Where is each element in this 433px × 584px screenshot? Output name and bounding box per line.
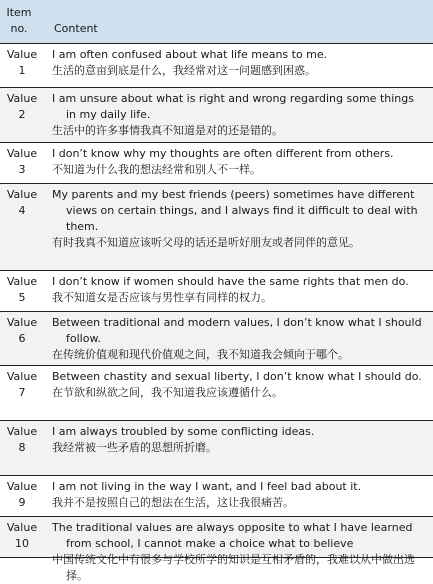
- row-number: 5: [18, 291, 26, 304]
- row-number: 7: [18, 386, 26, 399]
- row-content: [50, 366, 433, 421]
- row-number: 8: [18, 441, 26, 454]
- row-item-no: [0, 312, 50, 366]
- row-item-no: [0, 184, 50, 271]
- header-item-line2: no.: [10, 22, 28, 35]
- content-english: I am unsure about what is right and wrong regarding some things in my daily life.: [52, 92, 414, 121]
- row-item-no: [0, 88, 50, 143]
- content-chinese: 我经常被一些矛盾的思想所折磨。: [52, 441, 217, 454]
- row-label: Value: [6, 147, 38, 160]
- row-label: Value: [6, 521, 38, 534]
- content-english: My parents and my best friends (peers) sometimes have different views on certain things, and I always find it difficult to deal with them.: [52, 188, 418, 233]
- row-label: Value: [6, 370, 38, 383]
- row-item-no: [0, 44, 50, 88]
- row-item-no: [0, 517, 50, 558]
- row-number: 2: [18, 108, 26, 121]
- row-label: Value: [6, 425, 38, 438]
- row-item-no: [0, 366, 50, 421]
- content-english: I am not living in the way I want, and I feel bad about it.: [52, 480, 362, 493]
- header-item-line1: Item: [6, 6, 32, 19]
- row-content: [50, 421, 433, 476]
- row-number: 10: [15, 537, 29, 550]
- row-number: 6: [18, 332, 26, 345]
- content-chinese: 我并不是按照自己的想法在生活，这让我很痛苦。: [52, 496, 294, 509]
- content-english: Between traditional and modern values, I don’t know what I should follow.: [52, 316, 422, 345]
- content-english: I don’t know why my thoughts are often different from others.: [52, 147, 394, 160]
- row-item-no: [0, 143, 50, 184]
- content-chinese: 中国传统文化中有很多与学校所学的知识是互相矛盾的，我难以从中做出选择。: [52, 553, 415, 582]
- row-content: [50, 312, 433, 366]
- content-chinese: 生活中的许多事情我真不知道是对的还是错的。: [52, 124, 283, 137]
- row-label: Value: [6, 188, 38, 201]
- row-label: Value: [6, 480, 38, 493]
- content-english: I am often confused about what life means to me.: [52, 48, 328, 61]
- row-content: [50, 271, 433, 312]
- row-content: [50, 88, 433, 143]
- row-content: [50, 143, 433, 184]
- row-item-no: [0, 271, 50, 312]
- row-number: 9: [18, 496, 26, 509]
- content-english: I don’t know if women should have the same rights that men do.: [52, 275, 409, 288]
- row-label: Value: [6, 275, 38, 288]
- header-content: Content: [50, 0, 433, 44]
- row-number: 3: [18, 163, 26, 176]
- row-label: Value: [6, 48, 38, 61]
- content-chinese: 在传统价值观和现代价值观之间，我不知道我会倾向于哪个。: [52, 348, 349, 361]
- row-content: [50, 517, 433, 582]
- row-number: 1: [18, 64, 26, 77]
- content-chinese: 不知道为什么我的想法经常和别人不一样。: [52, 163, 261, 176]
- row-content: [50, 476, 433, 517]
- content-chinese: 生活的意亩到底是什么，我经常对这一问题感到困惑。: [52, 64, 316, 77]
- content-chinese: 在节欲和纵欲之间，我不知道我应该遵循什么。: [52, 386, 283, 399]
- content-english: I am always troubled by some conflicting ideas.: [52, 425, 315, 438]
- row-number: 4: [18, 204, 26, 217]
- row-label: Value: [6, 316, 38, 329]
- content-english: The traditional values are always opposite to what I have learned from school, I cannot make a choice what to believe: [52, 521, 413, 550]
- row-item-no: [0, 421, 50, 476]
- header-item-no: [0, 0, 50, 44]
- row-content: [50, 184, 433, 271]
- row-item-no: [0, 476, 50, 517]
- row-content: [50, 44, 433, 88]
- content-chinese: 有时我真不知道应该听父母的话还是听好朋友或者同伴的意见。: [52, 236, 360, 249]
- content-english: Between chastity and sexual liberty, I don’t know what I should do.: [52, 370, 422, 383]
- content-chinese: 我不知道女是否应该与男性享有同样的权力。: [52, 291, 272, 304]
- row-label: Value: [6, 92, 38, 105]
